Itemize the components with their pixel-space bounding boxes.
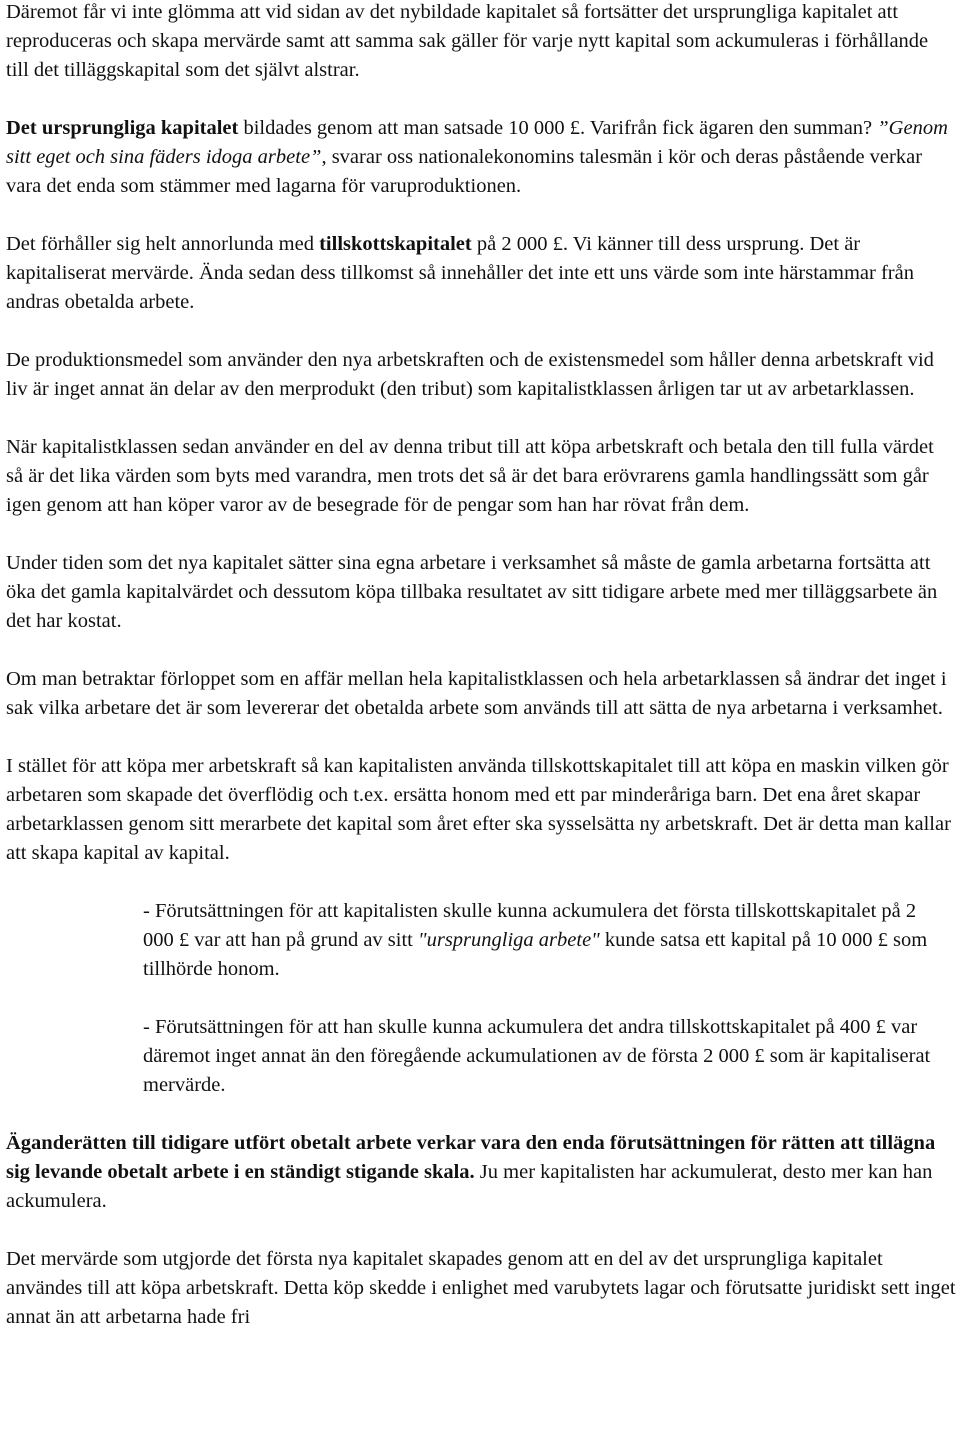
- indented-paragraph-1: [143, 897, 936, 984]
- paragraph-6: Under tiden som det nya kapitalet sätter sina egna arbetare i verksamhet så måste de gamla arbetarna fortsätta att öka det gamla kapitalvärdet och dessutom köpa tillbaka resultatet av sitt tidigare arbete med mer tilläggsarbete än det har kostat.: [6, 552, 938, 632]
- paragraph-5: När kapitalistklassen sedan använder en del av denna tribut till att köpa arbetskraft och betala den till fulla värdet så är det lika värden som byts med varandra, men trots det så är det bara erövrarens gamla handlingssätt som går igen genom att han köper varor av de besegrade för de pengar som han har rövat från dem.: [6, 436, 934, 516]
- paragraph-11: [6, 1129, 956, 1216]
- paragraph-3: [6, 230, 956, 317]
- text-run: på 2 000 £. Vi känner till dess ursprung. Det är kapitaliserat mervärde. Ända sedan dess tillkomst så innehåller det inte ett uns värde som inte härstammar från andras obetalda arbete.: [6, 233, 914, 313]
- paragraph-7: Om man betraktar förloppet som en affär mellan hela kapitalistklassen och hela arbetarklassen så ändrar det inget i sak vilka arbetare det är som levererar det obetalda arbete som används till att sätta de nya arbetarna i verksamhet.: [6, 668, 947, 719]
- italic-quote: "ursprungliga arbete": [417, 929, 600, 951]
- bold-phrase: tillskottskapitalet: [319, 233, 472, 255]
- bold-phrase: Det ursprungliga kapitalet: [6, 117, 239, 139]
- indented-paragraph-2: - Förutsättningen för att han skulle kunna ackumulera det andra tillskottskapitalet på 400 £ var däremot inget annat än den föregående ackumulationen av de första 2 000 £ som är kapitaliserat mervärde.: [143, 1016, 931, 1096]
- bold-sentence: Äganderätten till tidigare utfört obetalt arbete verkar vara den enda förutsättningen för rätten att tillägna sig levande obetalt arbete i en ständigt stigande skala.: [6, 1132, 936, 1183]
- text-run: Ju mer kapitalisten har ackumulerat, desto mer kan han ackumulera.: [6, 1161, 933, 1212]
- paragraph-4: De produktionsmedel som använder den nya arbetskraften och de existensmedel som håller denna arbetskraft vid liv är inget annat än delar av den merprodukt (den tribut) som kapitalistklassen årligen tar ut av arbetarklassen.: [6, 349, 934, 400]
- italic-quote: ”Genom sitt eget och sina fäders idoga arbete”: [6, 117, 948, 168]
- paragraph-12: Det mervärde som utgjorde det första nya kapitalet skapades genom att en del av det ursprungliga kapitalet användes till att köpa arbetskraft. Detta köp skedde i enlighet med varubytets lagar och förutsatte juridiskt sett inget annat än att arbetarna hade fri: [6, 1248, 956, 1328]
- paragraph-1: Däremot får vi inte glömma att vid sidan av det nybildade kapitalet så fortsätter det ursprungliga kapitalet att reproduceras och skapa mervärde samt att samma sak gäller för varje nytt kapital som ackumuleras i förhållande till det tilläggskapital som det självt alstrar.: [6, 1, 929, 81]
- text-run: , svarar oss nationalekonomins talesmän i kör och deras påstående verkar vara det enda som stämmer med lagarna för varuproduktionen.: [6, 146, 923, 197]
- paragraph-8: I stället för att köpa mer arbetskraft så kan kapitalisten använda tillskottskapitalet till att köpa en maskin vilken gör arbetaren som skapade det överflödig och t.ex. ersätta honom med ett par minderåriga barn. Det ena året skapar arbetarklassen genom sitt merarbete det kapital som året efter ska sysselsätta ny arbetskraft. Det är detta man kallar att skapa kapital av kapital.: [6, 755, 951, 864]
- text-run: - Förutsättningen för att kapitalisten skulle kunna ackumulera det första tillskottskapitalet på 2 000 £ var att han på grund av sitt: [143, 900, 917, 951]
- paragraph-2: [6, 114, 956, 201]
- text-run: bildades genom att man satsade 10 000 £. Varifrån fick ägaren den summan?: [238, 117, 878, 139]
- text-run: kunde satsa ett kapital på 10 000 £ som tillhörde honom.: [143, 929, 928, 980]
- text-run: Det förhåller sig helt annorlunda med: [6, 233, 320, 255]
